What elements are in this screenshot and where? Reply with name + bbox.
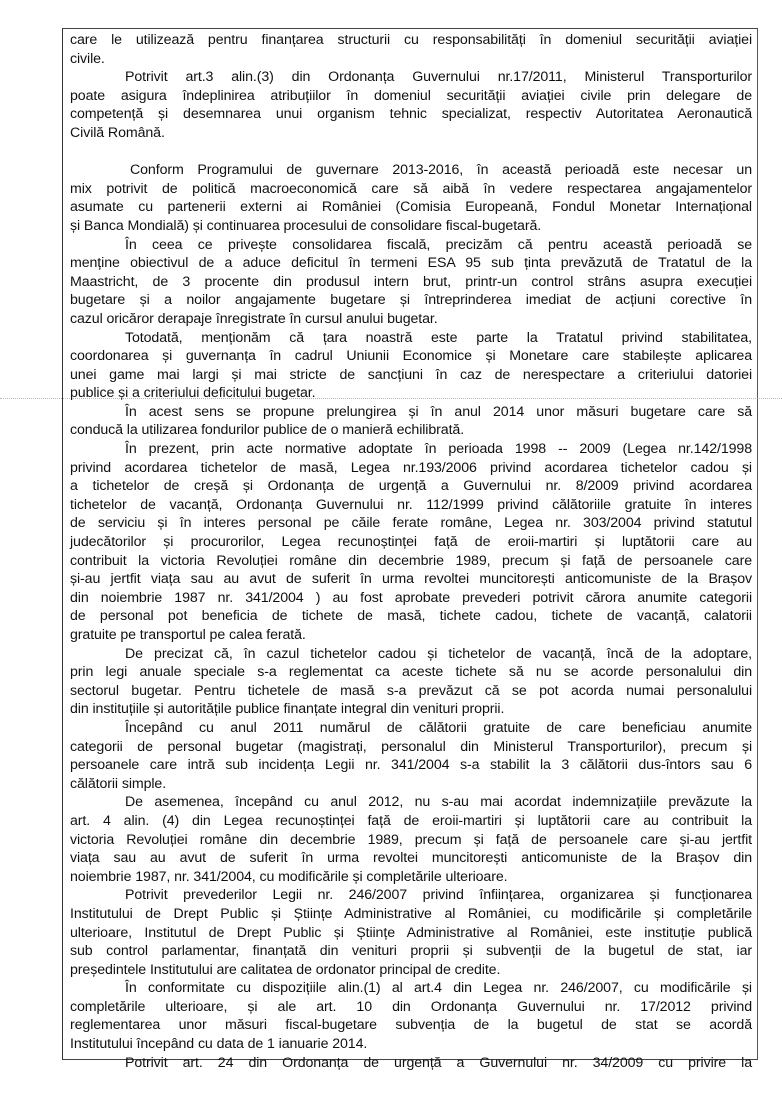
- text-line: conducă la utilizarea fondurilor publice de o manieră echilibrată.: [70, 422, 465, 439]
- text-line: Institutului de Drept Public și Științe Administrative al României, cu modificările și completările: [70, 905, 752, 922]
- text-line: În conformitate cu dispozițiile alin.(1) al art.4 din Legea nr. 246/2007, cu modificările și: [125, 980, 752, 997]
- paragraph: [70, 886, 752, 979]
- text-line: Civilă Română.: [70, 124, 165, 141]
- text-line: și Banca Mondială) și continuarea procesului de consolidare fiscal-bugetară.: [70, 217, 542, 234]
- text-line: de personal pot beneficia de tichete de masă, tichete cadou, tichete de vacanță, calatorii: [70, 608, 752, 625]
- text-line: Conform Programului de guvernare 2013-2016, în această perioadă este necesar un: [130, 162, 752, 179]
- text-line: cazul oricăror derapaje înregistrate în cursul anului bugetar.: [70, 310, 438, 327]
- document-body: [70, 31, 752, 1072]
- text-line: sub control parlamentar, finanțată din venituri proprii și subvenții de la bugetul de stat, iar: [70, 943, 752, 960]
- text-line: sectorul bugetar. Pentru tichetele de masă s-a prevăzut că se pot acorda numai personalului: [70, 682, 752, 699]
- text-line: De precizat că, în cazul tichetelor cadou și tichetelor de vacanță, încă de la adoptare,: [125, 645, 752, 662]
- text-line: persoanele care intră sub incidența Legii nr. 341/2004 s-a stabilit la 3 călătorii dus-întors sau 6: [70, 757, 752, 774]
- text-line: contribuit la victoria Revoluției române din decembrie 1989, precum și față de persoanele care: [70, 552, 752, 569]
- text-line: În ceea ce privește consolidarea fiscală, precizăm că pentru această perioadă se: [125, 236, 752, 253]
- paragraph: [70, 645, 752, 719]
- text-line: judecătorilor și procurorilor, Legea recunoștinței față de eroii-martiri și luptătorii care au: [70, 534, 752, 551]
- text-line: privind acordarea tichetelor de masă, Legea nr.193/2006 privind acordarea tichetelor cadou și: [70, 459, 752, 476]
- text-line: din noiembrie 1987 nr. 341/2004 ) au fost aprobate prevederi potrivit cărora anumite categorii: [70, 589, 752, 606]
- text-line: Potrivit prevederilor Legii nr. 246/2007 privind înființarea, organizarea și funcționarea: [125, 887, 752, 904]
- text-line: art. 4 alin. (4) din Legea recunoștinței față de eroii-martiri și luptătorii care au contribuit la: [70, 812, 752, 829]
- text-line: bugetare și a noilor angajamente bugetare și întreprinderea imediat de acțiuni corective în: [70, 292, 752, 309]
- text-line: reglementarea unor măsuri fiscal-bugetare subvenția de la bugetul de stat se acordă: [70, 1017, 752, 1034]
- paragraph: [70, 68, 752, 142]
- text-line: asumate cu partenerii externi ai României (Comisia Europeană, Fondul Monetar Internațional: [70, 199, 752, 216]
- paragraph: [70, 1054, 752, 1073]
- text-line: gratuite pe transportul pe calea ferată.: [70, 627, 306, 643]
- paragraph: [70, 979, 752, 1053]
- paragraph: [70, 329, 752, 403]
- text-line: completările ulterioare, și ale art. 10 din Ordonanța Guvernului nr. 17/2012 privind: [70, 998, 752, 1015]
- text-line: mix potrivit de politică macroeconomică care să aibă în vedere respectarea angajamentelor: [70, 180, 752, 197]
- text-line: călătorii simple.: [70, 775, 167, 792]
- text-line: În acest sens se propune prelungirea și în anul 2014 unor măsuri bugetare care să: [125, 403, 752, 420]
- text-line: unei game mai largi și mai stricte de sancțiuni în caz de nerespectare a criteriului datoriei: [70, 366, 752, 383]
- text-line: ulterioare, Institutul de Drept Public și Științe Administrative al României, este instituție publică: [70, 924, 752, 941]
- text-line: noiembrie 1987, nr. 341/2004, cu modificările și completările ulterioare.: [70, 868, 508, 885]
- paragraph: [70, 31, 752, 68]
- text-line: civile.: [70, 50, 105, 67]
- text-line: Potrivit art.3 alin.(3) din Ordonanța Guvernului nr.17/2011, Ministerul Transporturilor: [125, 69, 752, 86]
- text-line: a tichetelor de creșă și Ordonanța de urgență a Guvernului nr. 8/2009 privind acordarea: [70, 478, 752, 495]
- paragraph: [70, 719, 752, 793]
- text-line: poate asigura îndeplinirea atribuțiilor în domeniul securității aviației civile prin delegare de: [70, 87, 752, 104]
- blank-line: [70, 143, 752, 162]
- text-line: Institutului începând cu data de 1 ianuarie 2014.: [70, 1036, 368, 1053]
- text-line: De asemenea, începând cu anul 2012, nu s-au mai acordat indemnizațiile prevăzute la: [125, 794, 752, 811]
- paragraph: [70, 440, 752, 645]
- text-line: Potrivit art. 24 din Ordonanța de urgență a Guvernului nr. 34/2009 cu privire la: [125, 1054, 752, 1071]
- text-line: Începând cu anul 2011 numărul de călătorii gratuite de care beneficiau anumite: [125, 719, 752, 736]
- text-line: prin legi anuale speciale s-a reglementat ca aceste tichete să nu se acorde personalului din: [70, 664, 752, 681]
- text-line: și-au jertfit viața sau au avut de suferit în urma revoltei muncitorești anticomuniste de la Brașov: [70, 571, 752, 588]
- paragraph: [70, 793, 752, 886]
- text-line: de serviciu și în interes personal pe căile ferate române, Legea nr. 303/2004 privind statutul: [70, 515, 752, 532]
- text-line: viața sau au avut de suferit în urma revoltei muncitorești anticomuniste de la Brașov din: [70, 850, 752, 867]
- paragraph: [70, 236, 752, 329]
- text-line: Totodată, menționăm că țara noastră este parte la Tratatul privind stabilitatea,: [125, 329, 752, 346]
- paragraph: [70, 143, 752, 236]
- text-line: În prezent, prin acte normative adoptate în perioada 1998 -- 2009 (Legea nr.142/1998: [125, 441, 752, 458]
- text-line: președintele Institutului are calitatea de ordonator principal de credite.: [70, 961, 501, 978]
- text-line: tichetelor de vacanță, Ordonanța Guvernului nr. 112/1999 privind călătoriile gratuite în interes: [70, 496, 752, 513]
- text-line: coordonarea și guvernanța în cadrul Uniunii Economice și Monetare care stabilește aplicarea: [70, 348, 752, 365]
- text-line: categorii de personal bugetar (magistrați, personalul din Ministerul Transporturilor), precum și: [70, 738, 752, 755]
- paragraph: [70, 403, 752, 440]
- text-line: Maastricht, de 3 procente din produsul intern brut, printr-un control strâns asupra execuției: [70, 273, 752, 290]
- text-line: care le utilizează pentru finanțarea structurii cu responsabilități în domeniul securității aviației: [70, 32, 752, 48]
- text-line: competență și desemnarea unui organism tehnic specializat, respectiv Autoritatea Aeronautică: [70, 106, 752, 123]
- text-line: menține obiectivul de a aduce deficitul în termeni ESA 95 sub ținta prevăzută de Tratatul de la: [70, 255, 752, 272]
- text-line: victoria Revoluției române din decembrie 1989, precum și față de persoanele care și-au jertfit: [70, 831, 752, 848]
- text-line: publice și a criteriului deficitului bugetar.: [70, 385, 316, 402]
- text-line: din instituțiile și autoritățile publice finanțate integral din venituri proprii.: [70, 701, 505, 718]
